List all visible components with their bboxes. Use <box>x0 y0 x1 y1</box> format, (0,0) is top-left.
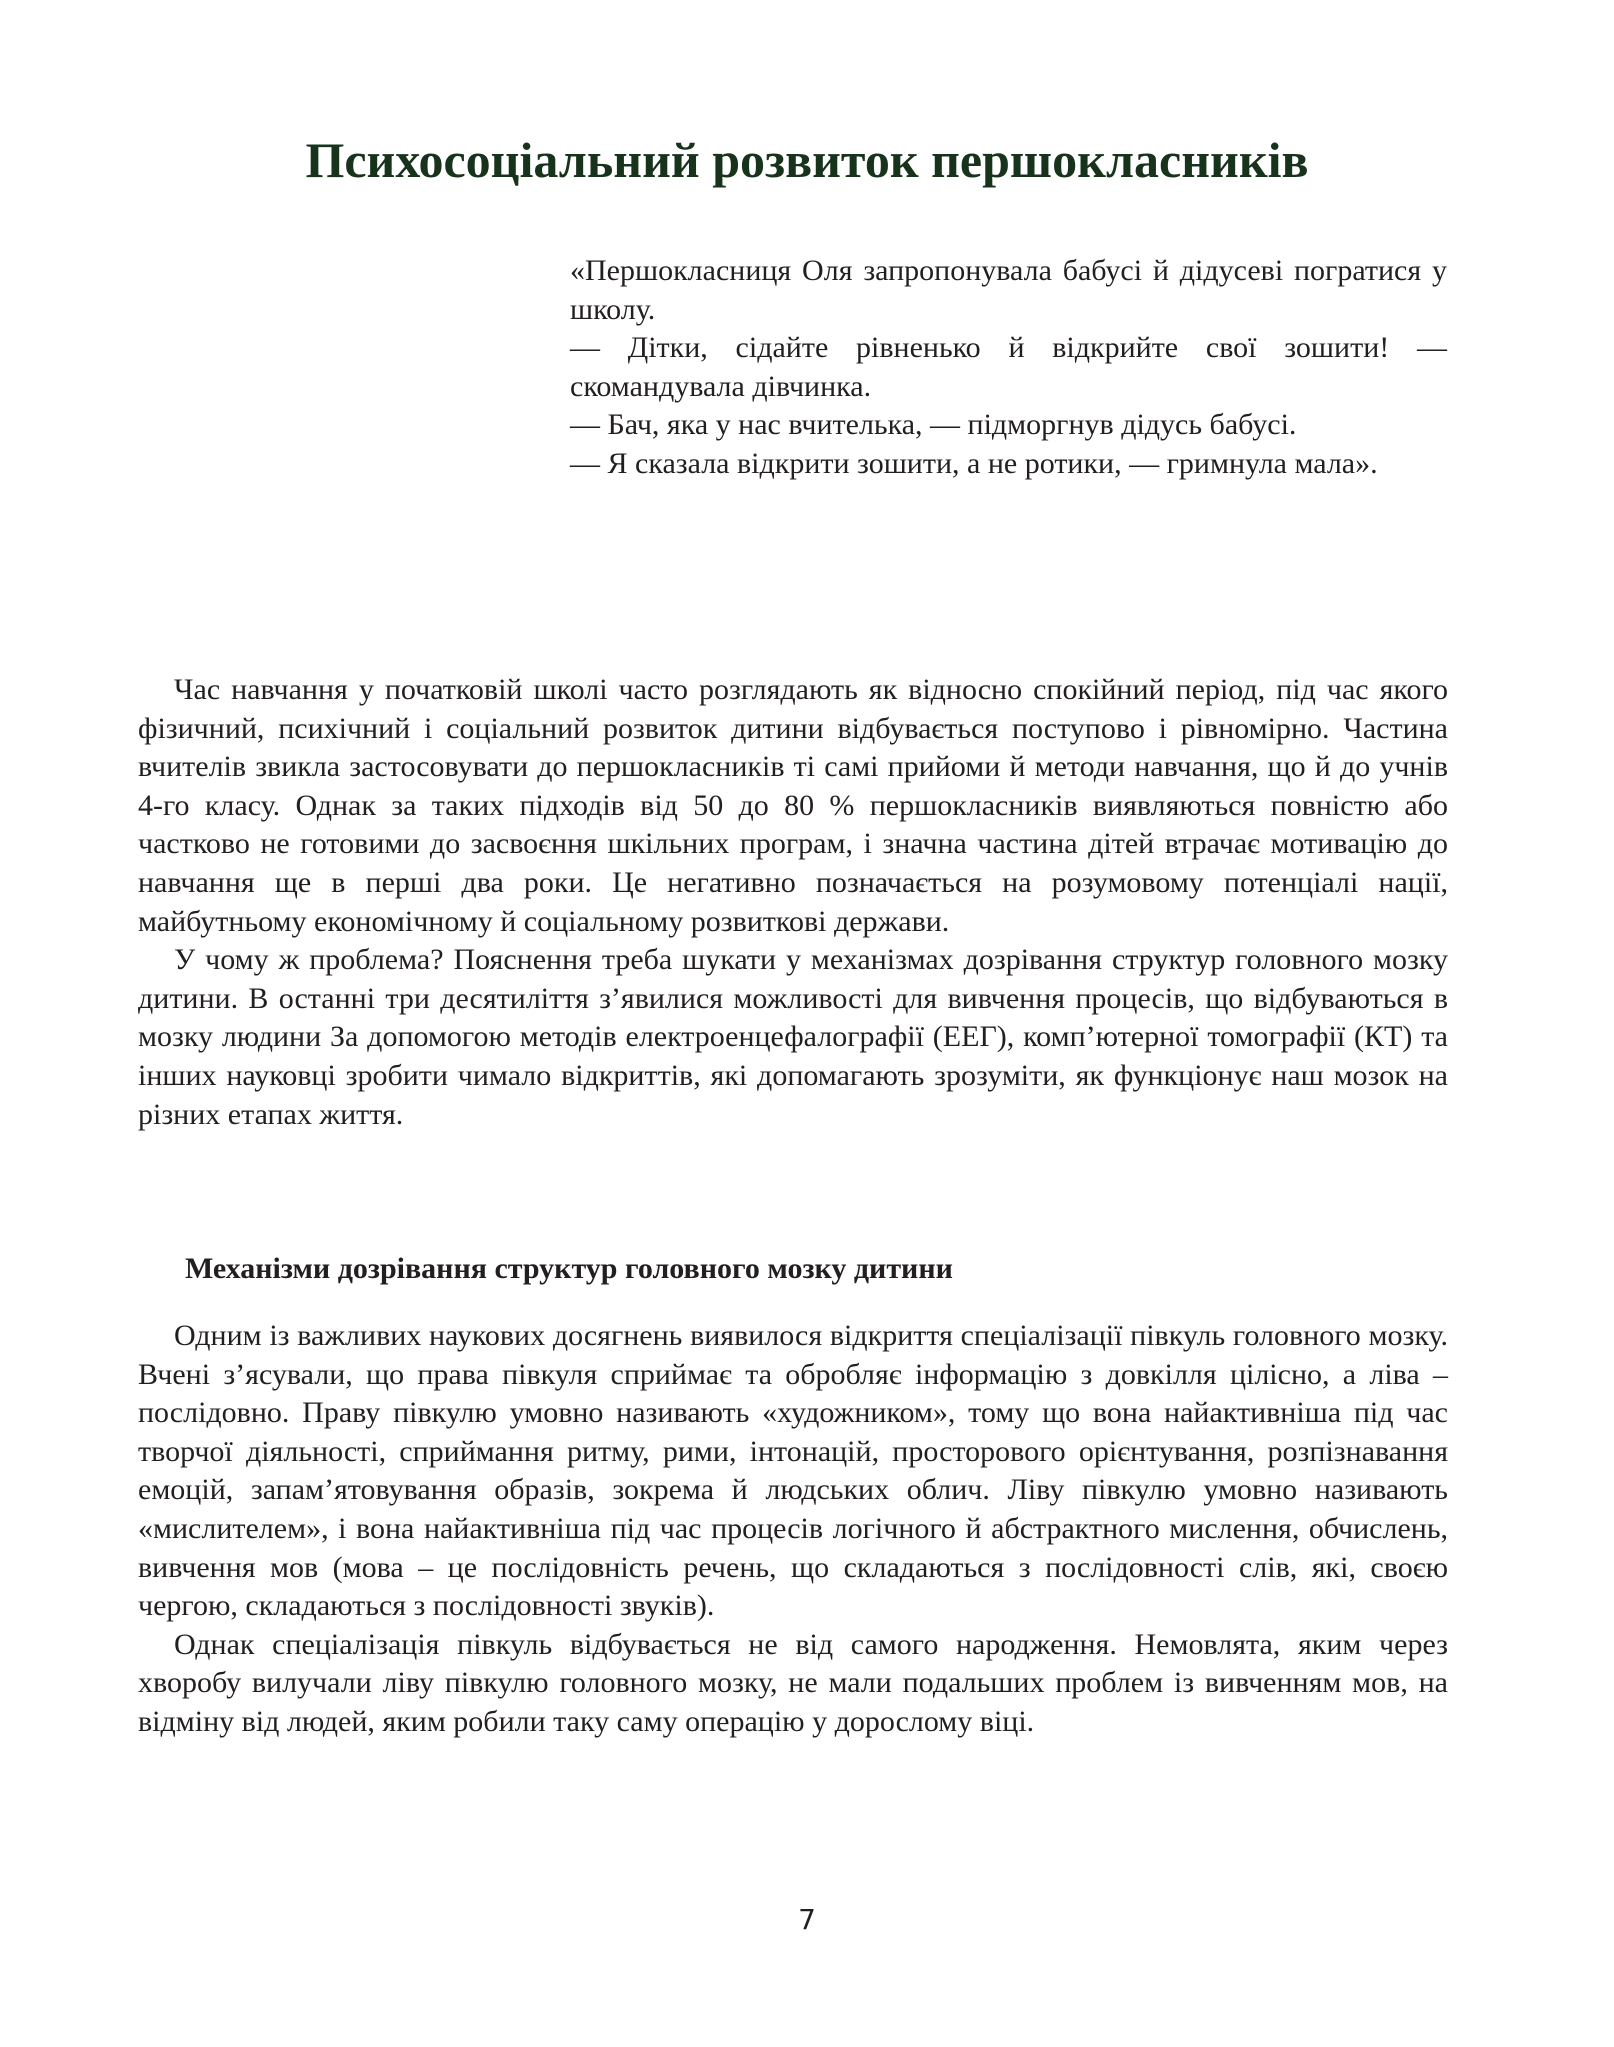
epigraph-line: «Першокласниця Оля запропонувала бабусі й дідусеві погратися у школу. <box>570 254 1447 326</box>
epigraph <box>570 252 1447 483</box>
body-paragraph: У чому ж проблема? Пояснення треба шукати у механізмах дозрівання структур головного мозку дитини. В останні три десятиліття з’явилися можливості для вивчення процесів, що відбуваються в мозку людини За допомогою методів електроенцефалографії (ЕЕГ), комп’ютерної томографії (КТ) та інших науковці зробити чимало відкриттів, які допомагають зрозуміти, як функціонує наш мозок на різних етапах життя. <box>138 943 1448 1131</box>
epigraph-line: — Дітки, сідайте рівненько й відкрийте свої зошити! — скомандувала дівчинка. <box>570 331 1447 403</box>
page-title: Психосоціальний розвиток першокласників <box>305 132 1309 188</box>
brain-maturation-section <box>138 1317 1448 1742</box>
epigraph-line: — Я сказала відкрити зошити, а не ротики, — гримнула мала». <box>570 446 1378 480</box>
body-paragraph: Однак спеціалізація півкуль відбувається не від самого народження. Немовлята, яким через хворобу вилучали ліву півкулю головного мозку, не мали подальших проблем із вивченням мов, на відміну від людей, яким робили таку саму операцію у дорослому віці. <box>138 1627 1448 1738</box>
section-heading: Механізми дозрівання структур головного мозку дитини <box>185 1252 953 1285</box>
intro-section <box>138 671 1448 1134</box>
body-paragraph: Одним із важливих наукових досягнень виявилося відкриття спеціалізації півкуль головного мозку. Вчені з’ясували, що права півкуля сприймає та обробляє інформацію з довкілля цілісно, а ліва – послідовно. Праву півкулю умовно називають «художником», тому що вона найактивніша під час творчої діяльності, сприймання ритму, рими, інтонацій, просторового орієнтування, розпізнавання емоцій, запам’ятовування образів, зокрема й людських облич. Ліву півкулю умовно називають «мислителем», і вона найактивніша під час процесів логічного й абстрактного мислення, обчислень, вивчення мов (мова – це послідовність речень, що складаються з послідовності слів, які, своєю чергою, складаються з послідовності звуків). <box>138 1319 1448 1623</box>
body-paragraph: Час навчання у початковій школі часто розглядають як відносно спокійний період, під час якого фізичний, психічний і соціальний розвиток дитини відбувається поступово і рівномірно. Частина вчителів звикла застосовувати до першокласників ті самі прийоми й методи навчання, що й до учнів 4-го класу. Однак за таких підходів від 50 до 80 % першокласників виявляються повністю або частково не готовими до засвоєння шкільних програм, і значна частина дітей втрачає мотивацію до навчання ще в перші два роки. Це негативно позначається на розумовому потенціалі нації, майбутньому економічному й соціальному розвиткові держави. <box>138 673 1448 938</box>
epigraph-line: — Бач, яка у нас вчителька, — підморгнув дідусь бабусі. <box>570 408 1297 441</box>
page-number: 7 <box>798 1903 816 1936</box>
